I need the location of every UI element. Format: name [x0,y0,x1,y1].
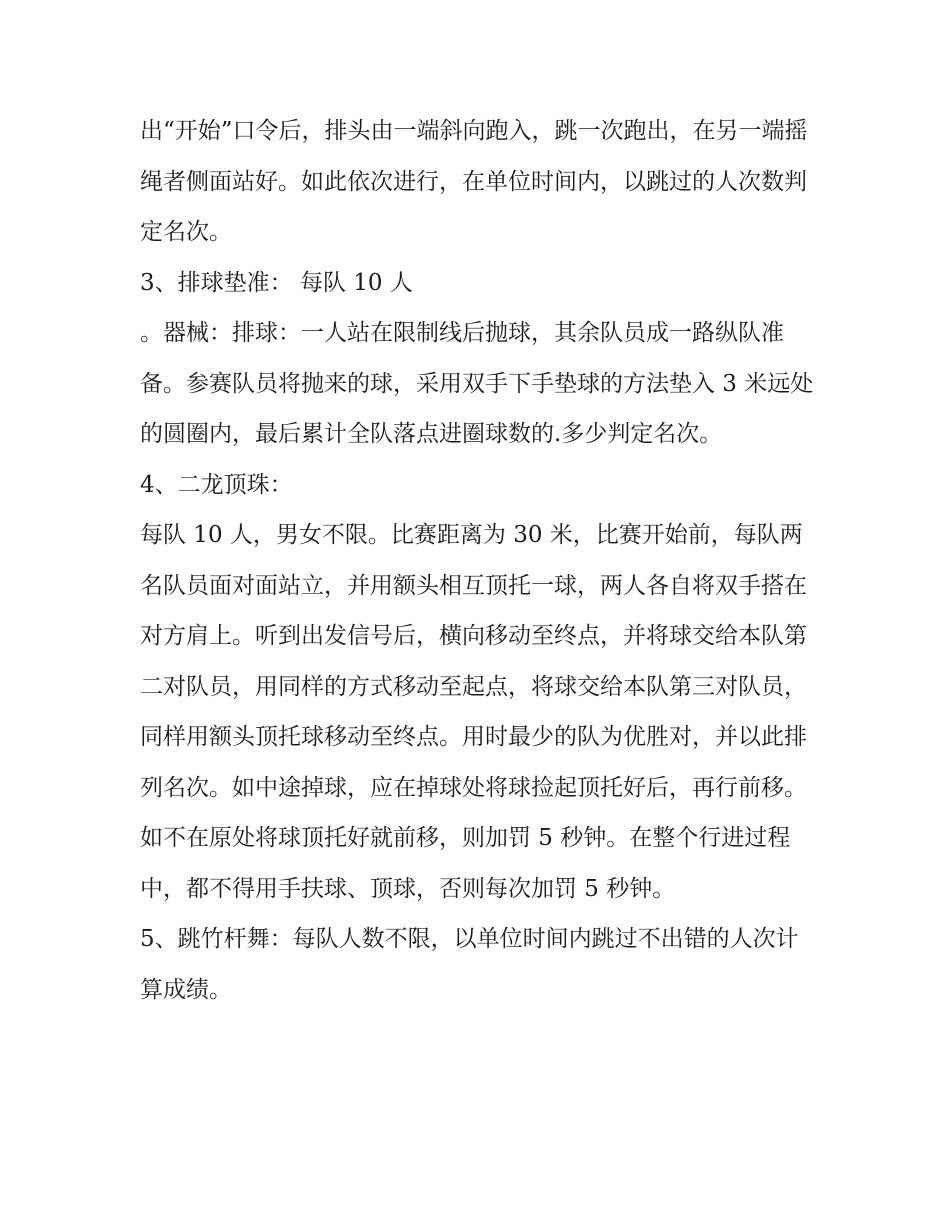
paragraph-bamboo-dance: 5、跳竹杆舞：每队人数不限，以单位时间内跳过不出错的人次计算成绩。 [140,926,799,1003]
paragraph-two-dragons-rules: 每队 10 人，男女不限。比赛距离为 30 米，比赛开始前，每队两名队员面对面站立，并用额头相互顶托一球，两人各自将双手搭在对方肩上。听到出发信号后，横向移动至终点，并将球交给本队第二对队员，用同样的方式移动至起点，将球交给本队第三对队员，同样用额头顶托球移动至终点。用时最少的队为优胜对，并以此排列名次。如中途掉球，应在掉球处将球捡起顶托好后，再行前移。如不在原处将球顶托好就前移，则加罚 5 秒钟。在整个行进过程中，都不得用手扶球、顶球，否则每次加罚 5 秒钟。 [140,522,807,902]
heading-two-dragons: 4、二龙顶珠： [140,471,293,498]
document-body [140,106,820,1015]
heading-volleyball-pass: 3、排球垫准： 每队 10 人 [140,269,413,296]
paragraph-jump-rope-rules: 出“开始”口令后，排头由一端斜向跑入，跳一次跑出，在另一端摇绳者侧面站好。如此依次进行，在单位时间内，以跳过的人次数判定名次。 [140,118,808,245]
paragraph-volleyball-rules: 。器械：排球：一人站在限制线后抛球，其余队员成一路纵队准备。参赛队员将抛来的球，采用双手下手垫球的方法垫入 3 米远处的圆圈内，最后累计全队落点进圈球数的.多少判定名次。 [140,320,814,447]
